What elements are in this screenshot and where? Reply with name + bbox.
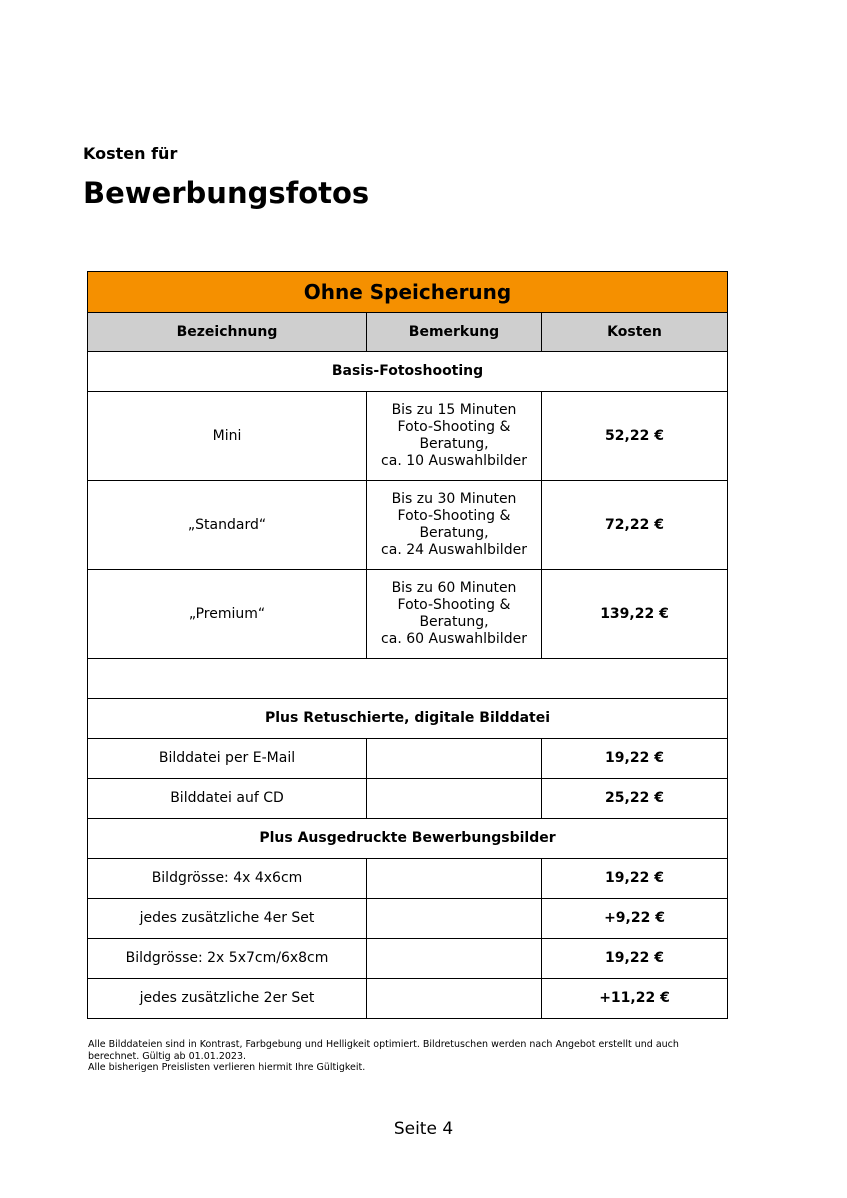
footnote-line: Alle bisherigen Preislisten verlieren hiermit Ihre Gültigkeit.	[88, 1062, 366, 1073]
package-note	[367, 392, 542, 481]
package-name: „Premium“	[88, 570, 367, 659]
footnote-line: berechnet. Gültig ab 01.01.2023.	[88, 1050, 247, 1062]
note-line: ca. 60 Auswahlbilder	[381, 631, 527, 647]
table-row	[88, 570, 728, 659]
section-printed-photos: Plus Ausgedruckte Bewerbungsbilder	[88, 819, 728, 859]
package-note	[367, 481, 542, 570]
section-row	[88, 352, 728, 392]
package-name: Mini	[88, 392, 367, 481]
item-note	[367, 979, 542, 1019]
package-price: 72,22 €	[542, 481, 728, 570]
column-header-kosten: Kosten	[542, 313, 728, 352]
item-price: 25,22 €	[542, 779, 728, 819]
note-line: Beratung,	[419, 525, 489, 541]
spacer-row	[88, 659, 728, 699]
note-line: Bis zu 60 Minuten	[391, 580, 517, 596]
note-line: Bis zu 30 Minuten	[391, 491, 517, 507]
note-line: Foto-Shooting &	[397, 597, 511, 613]
item-name: Bilddatei per E-Mail	[88, 739, 367, 779]
column-header-bemerkung: Bemerkung	[367, 313, 542, 352]
table-header-row	[88, 313, 728, 352]
item-price: 19,22 €	[542, 939, 728, 979]
item-note	[367, 859, 542, 899]
table-row	[88, 739, 728, 779]
item-name: Bildgrösse: 2x 5x7cm/6x8cm	[88, 939, 367, 979]
footnote-line: Alle Bilddateien sind in Kontrast, Farbgebung und Helligkeit optimiert. Bildretuschen werden nach Angebot erstellt und auch	[88, 1039, 679, 1050]
package-price: 52,22 €	[542, 392, 728, 481]
note-line: ca. 24 Auswahlbilder	[381, 542, 527, 558]
package-note	[367, 570, 542, 659]
column-header-bezeichnung: Bezeichnung	[88, 313, 367, 352]
item-price: 19,22 €	[542, 739, 728, 779]
item-note	[367, 739, 542, 779]
footnote	[88, 1039, 728, 1074]
package-name: „Standard“	[88, 481, 367, 570]
price-table	[87, 271, 728, 1019]
item-name: jedes zusätzliche 4er Set	[88, 899, 367, 939]
page-title: Bewerbungsfotos	[83, 176, 370, 210]
table-row	[88, 392, 728, 481]
note-line: Foto-Shooting &	[397, 419, 511, 435]
item-note	[367, 939, 542, 979]
item-name: Bildgrösse: 4x 4x6cm	[88, 859, 367, 899]
item-name: Bilddatei auf CD	[88, 779, 367, 819]
page-subtitle: Kosten für	[83, 144, 178, 163]
table-banner: Ohne Speicherung	[88, 272, 728, 313]
note-line: Bis zu 15 Minuten	[391, 402, 517, 418]
note-line: Beratung,	[419, 614, 489, 630]
section-digital-file: Plus Retuschierte, digitale Bilddatei	[88, 699, 728, 739]
page-number: Seite 4	[393, 1119, 454, 1139]
table-row	[88, 899, 728, 939]
item-name: jedes zusätzliche 2er Set	[88, 979, 367, 1019]
table-row	[88, 481, 728, 570]
table-row	[88, 779, 728, 819]
package-price: 139,22 €	[542, 570, 728, 659]
table-banner-row	[88, 272, 728, 313]
table-row	[88, 859, 728, 899]
note-line: ca. 10 Auswahlbilder	[381, 453, 527, 469]
section-basis-fotoshooting: Basis-Fotoshooting	[88, 352, 728, 392]
section-row	[88, 819, 728, 859]
note-line: Beratung,	[419, 436, 489, 452]
item-price: +11,22 €	[542, 979, 728, 1019]
item-note	[367, 899, 542, 939]
empty-cell	[88, 659, 728, 699]
note-line: Foto-Shooting &	[397, 508, 511, 524]
item-note	[367, 779, 542, 819]
item-price: +9,22 €	[542, 899, 728, 939]
table-row	[88, 979, 728, 1019]
table-row	[88, 939, 728, 979]
item-price: 19,22 €	[542, 859, 728, 899]
section-row	[88, 699, 728, 739]
